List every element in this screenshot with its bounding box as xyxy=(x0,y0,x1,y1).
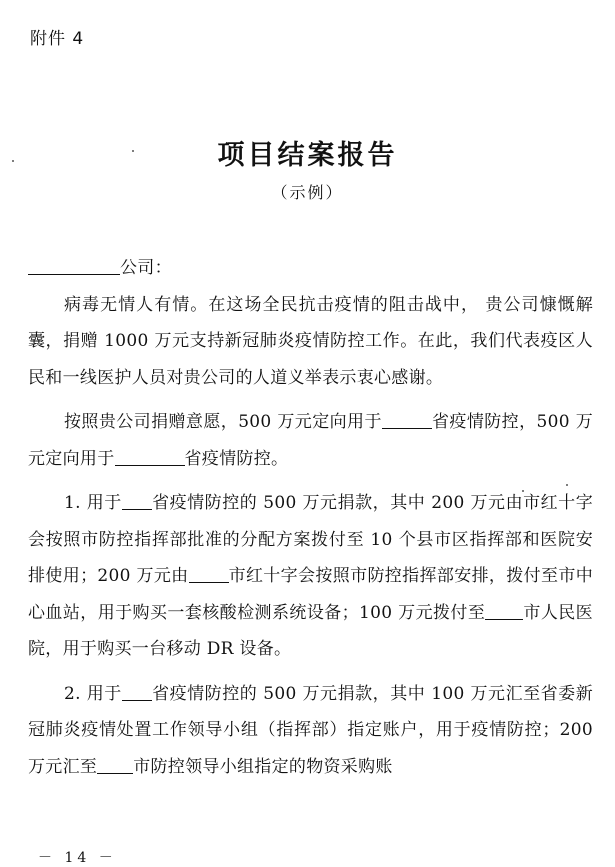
company-name-blank xyxy=(28,256,120,275)
document-subtitle: （示例） xyxy=(271,183,344,202)
attachment-label: 附件 4 xyxy=(30,29,85,49)
province-blank-3 xyxy=(122,491,152,510)
city-blank-1 xyxy=(189,564,229,583)
scan-speck xyxy=(12,160,14,162)
scan-speck xyxy=(132,150,134,152)
scan-speck xyxy=(566,484,568,486)
salutation xyxy=(28,250,593,287)
province-blank-1 xyxy=(382,410,432,429)
paragraph-thanks: 病毒无情人有情。在这场全民抗击疫情的阻击战中， 贵公司慷慨解囊，捐赠 1000 万元支持新冠肺炎疫情防控工作。在此，我们代表疫区人民和一线医护人员对贵公司的人道义举表示衷心感谢。 xyxy=(28,294,593,388)
city-blank-2 xyxy=(485,601,523,620)
document-title: 项目结案报告 xyxy=(217,140,398,171)
paragraph-item-2: 2. 用于 省疫情防控的 500 万元捐款，其中 100 万元汇至省委新冠肺炎疫情处置工作领导小组（指挥部）指定账户，用于疫情防控；200 万元汇至 市防控领导小组指定的物资采购账 xyxy=(28,683,594,777)
paragraph-item-1: 1. 用于 省疫情防控的 500 万元捐款，其中 200 万元由市红十字会按照市防控指挥部批准的分配方案拨付至 10 个县市区指挥部和医院安排使用；200 万元由 市红十字会按照市防控指挥部安排，拨付至市中心血站，用于购买一套核酸检测系统设备；100 万元拨付至 市人民医院，用于购买一台移动 DR 设备。 xyxy=(28,493,594,659)
paragraph-donation-intent: 按照贵公司捐赠意愿，500 万元定向用于 省疫情防控，500 万元定向用于 省疫情防控。 xyxy=(28,412,593,469)
document-body xyxy=(28,250,593,785)
salutation-suffix: 公司： xyxy=(120,258,172,278)
page-number: － 14 － xyxy=(38,850,117,866)
city-blank-3 xyxy=(97,755,133,774)
province-blank-2 xyxy=(115,447,185,466)
province-blank-4 xyxy=(122,682,152,701)
scan-speck xyxy=(522,490,524,492)
